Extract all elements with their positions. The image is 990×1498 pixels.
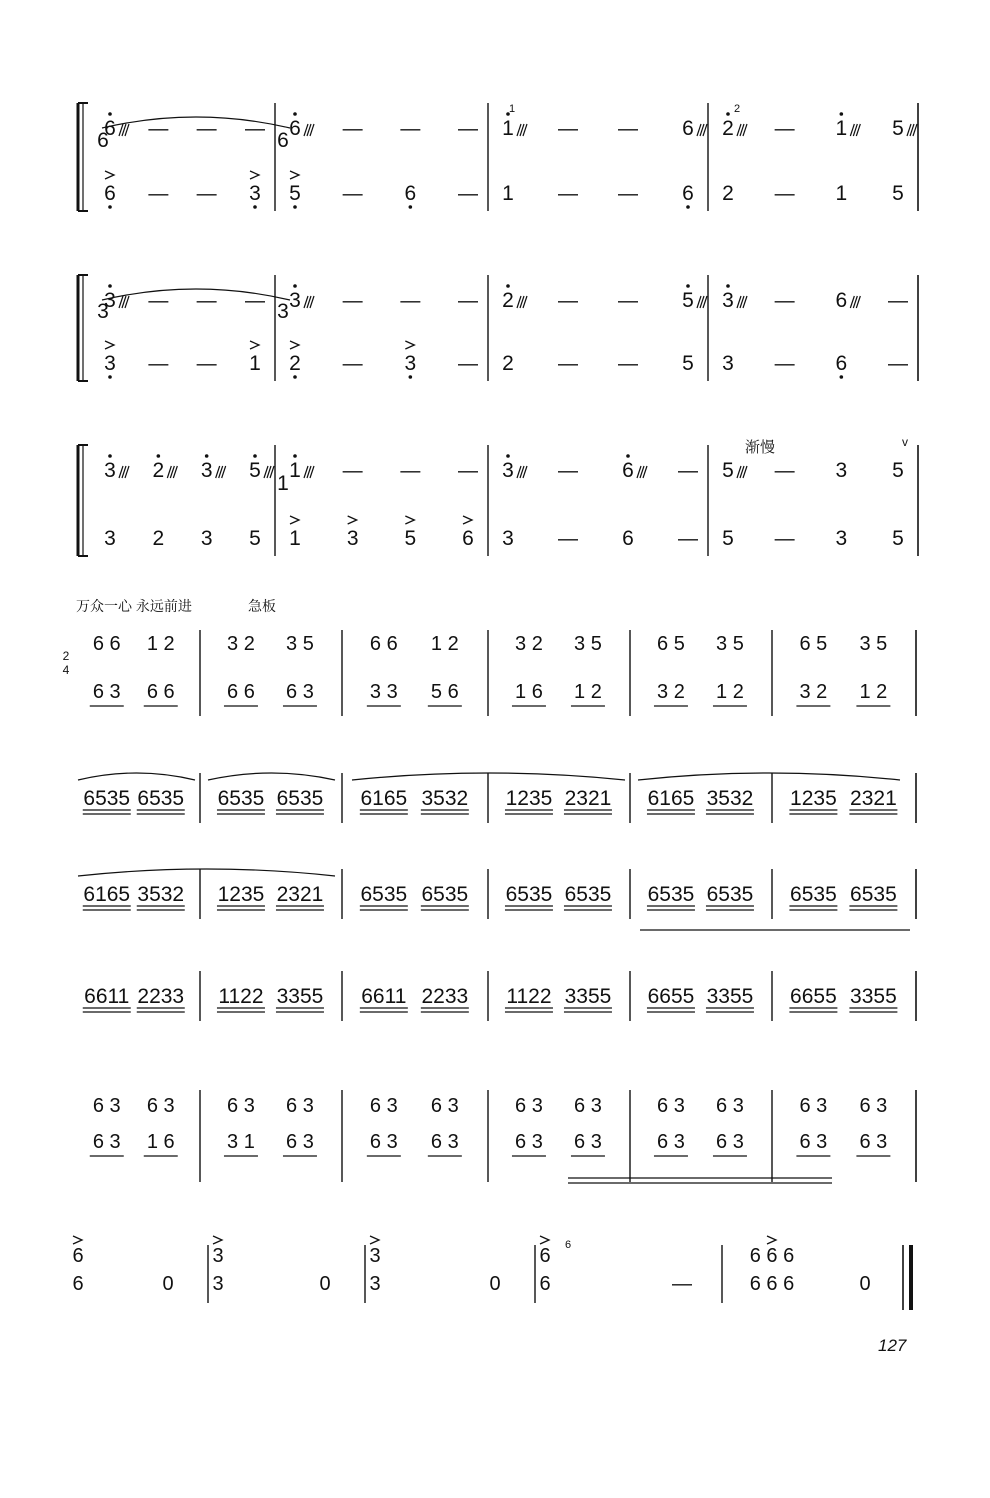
sixteenth-group: 6165: [360, 787, 408, 810]
sixteenth-group: 2321: [564, 787, 612, 810]
sixteenth-group: 3532: [137, 883, 185, 906]
note-top: 6 6 6: [749, 1245, 795, 1267]
sixteenth-group: 6655: [790, 985, 837, 1008]
note-top: 1: [835, 117, 848, 140]
octave-dot-low: [409, 375, 413, 379]
note-top: 2: [502, 289, 514, 312]
sustain-dash: —: [618, 353, 638, 375]
note-top-double: 1: [277, 472, 289, 495]
sustain-dash: —: [196, 183, 217, 205]
note-bottom: 5: [404, 527, 417, 550]
note-top: 2: [722, 117, 734, 140]
slur: [638, 773, 900, 780]
note-bottom: 2: [289, 352, 301, 375]
note-bottom: 3: [104, 527, 116, 550]
note-top: 5: [892, 459, 904, 482]
sustain-dash: —: [245, 290, 265, 312]
sixteenth-group: 2321: [850, 787, 897, 810]
rest: 0: [162, 1273, 174, 1295]
accent-mark: [213, 1236, 222, 1244]
note-bottom: 5: [892, 527, 904, 550]
sustain-dash: —: [774, 353, 795, 375]
note-pair-bottom: 6 3: [430, 1131, 459, 1153]
note-pair-bottom: 3 3: [369, 681, 398, 703]
note-bottom: 5: [722, 527, 734, 550]
note-top-double: 6: [277, 129, 289, 152]
note-pair-top: 6 3: [574, 1095, 602, 1117]
note-bottom: 1: [835, 182, 848, 205]
note-pair-bottom: 6 3: [574, 1131, 602, 1153]
note-bottom: 3: [722, 352, 734, 375]
note-bottom: 2: [152, 527, 165, 550]
note-top: 3: [369, 1245, 381, 1267]
tempo-marking: 渐慢: [744, 439, 776, 456]
octave-dot-high: [840, 112, 844, 116]
note-pair-bottom: 6 3: [716, 1131, 744, 1153]
note-bottom: 6: [622, 527, 634, 550]
note-top: 3: [212, 1245, 224, 1267]
note-bottom: 6: [539, 1273, 551, 1295]
sustain-dash: —: [458, 290, 478, 312]
note-top: 5: [722, 459, 734, 482]
sustain-dash: —: [148, 118, 169, 140]
sixteenth-group: 6535: [647, 883, 695, 906]
note-top: 6: [622, 459, 634, 482]
note-bottom: 5: [892, 182, 904, 205]
note-pair-top: 6 3: [716, 1095, 744, 1117]
breath-mark: v: [902, 435, 908, 449]
accent-mark: [290, 171, 299, 179]
sustain-dash: —: [618, 290, 638, 312]
octave-dot-high: [108, 284, 112, 288]
note-top: 3: [104, 289, 116, 312]
sixteenth-group: 1235: [505, 787, 553, 810]
sixteenth-group: 2233: [421, 985, 469, 1008]
note-top: 3: [200, 459, 213, 482]
sustain-dash: —: [458, 183, 478, 205]
accent-mark: [105, 341, 114, 349]
sixteenth-group: 1122: [218, 985, 264, 1008]
note-pair-top: 6 3: [799, 1095, 828, 1117]
note-top: 5: [892, 117, 904, 140]
note-bottom: 3: [369, 1273, 381, 1295]
note-pair-top: 6 3: [286, 1095, 314, 1117]
accent-mark: [73, 1236, 82, 1244]
sustain-dash: —: [618, 118, 638, 140]
sustain-dash: —: [558, 290, 578, 312]
sixteenth-group: 1122: [506, 985, 552, 1008]
sustain-dash: —: [196, 290, 217, 312]
note-pair-bottom: 6 3: [369, 1131, 398, 1153]
octave-dot-high: [108, 112, 112, 116]
rest: 0: [859, 1273, 871, 1295]
sustain-dash: —: [342, 118, 363, 140]
note-top-double: 3: [97, 300, 109, 323]
note-pair-top: 6 3: [369, 1095, 398, 1117]
octave-dot-high: [686, 284, 690, 288]
note-top: 6: [104, 117, 116, 140]
note-bottom: 1: [249, 352, 261, 375]
sixteenth-group: 2233: [137, 985, 185, 1008]
note-pair-bottom: 3 2: [657, 681, 685, 703]
sustain-dash: —: [148, 183, 169, 205]
note-top: 6: [682, 117, 694, 140]
octave-dot-high: [293, 454, 297, 458]
accent-mark: [250, 341, 259, 349]
note-top: 6: [539, 1245, 551, 1267]
note-pair-bottom: 6 6: [227, 681, 255, 703]
accent-mark: [767, 1236, 776, 1244]
note-top: 6: [835, 289, 848, 312]
note-pair-bottom: 6 3: [286, 1131, 314, 1153]
sustain-dash: —: [196, 353, 217, 375]
time-signature: 4: [62, 663, 70, 677]
sixteenth-group: 6535: [790, 883, 837, 906]
octave-dot-high: [506, 284, 510, 288]
octave-dot-high: [293, 284, 297, 288]
note-pair-top: 3 5: [716, 633, 744, 655]
sustain-dash: —: [148, 353, 169, 375]
note-pair-top: 3 5: [574, 633, 602, 655]
sixteenth-group: 3532: [421, 787, 469, 810]
sixteenth-group: 6535: [706, 883, 754, 906]
note-pair-top: 6 3: [430, 1095, 459, 1117]
sixteenth-group: 6165: [83, 883, 131, 906]
note-pair-bottom: 3 1: [227, 1131, 255, 1153]
sustain-dash: —: [774, 460, 795, 482]
octave-dot-high: [157, 454, 161, 458]
note-top: 3: [289, 289, 301, 312]
note-pair-bottom: 6 3: [799, 1131, 828, 1153]
sixteenth-group: 3355: [706, 985, 754, 1008]
note-bottom: 5: [682, 352, 694, 375]
note-top: 3: [502, 459, 514, 482]
accent-mark: [290, 341, 299, 349]
sixteenth-group: 6535: [564, 883, 612, 906]
slur: [78, 773, 195, 780]
grace-note: 2: [733, 103, 741, 115]
note-pair-bottom: 1 6: [515, 681, 543, 703]
note-pair-top: 6 3: [657, 1095, 685, 1117]
note-top: 6: [289, 117, 301, 140]
accent-mark: [405, 341, 414, 349]
note-pair-top: 6 3: [859, 1095, 888, 1117]
note-top: 3: [104, 459, 116, 482]
sustain-dash: —: [342, 353, 363, 375]
sixteenth-group: 6535: [276, 787, 324, 810]
octave-dot-high: [626, 454, 630, 458]
note-bottom: 3: [249, 182, 261, 205]
sixteenth-group: 6535: [421, 883, 469, 906]
sixteenth-group: 3355: [276, 985, 324, 1008]
sustain-dash: —: [342, 183, 363, 205]
note-top-double: 3: [277, 300, 289, 323]
note-top: 6: [72, 1245, 84, 1267]
octave-dot-high: [253, 454, 257, 458]
sustain-dash: —: [400, 460, 421, 482]
section-heading: 万众一心 永远前进: [76, 598, 192, 614]
octave-dot-low: [409, 205, 413, 209]
note-pair-bottom: 1 2: [859, 681, 888, 703]
sustain-dash: —: [245, 118, 265, 140]
sustain-dash: —: [678, 528, 698, 550]
note-pair-top: 6 6: [369, 633, 398, 655]
note-bottom: 5: [249, 527, 261, 550]
sustain-dash: —: [458, 118, 478, 140]
note-bottom: 3: [200, 527, 213, 550]
note-pair-bottom: 3 2: [799, 681, 828, 703]
sustain-dash: —: [558, 528, 578, 550]
note-bottom: 6 6 6: [749, 1273, 795, 1295]
sustain-dash: —: [618, 183, 638, 205]
sustain-dash: —: [558, 118, 578, 140]
accent-mark: [370, 1236, 379, 1244]
note-bottom: 3: [502, 527, 514, 550]
octave-dot-high: [726, 112, 730, 116]
sustain-dash: —: [774, 290, 795, 312]
note-pair-top: 1 2: [430, 633, 459, 655]
sustain-dash: —: [342, 290, 363, 312]
sixteenth-group: 6535: [360, 883, 408, 906]
octave-dot-low: [686, 205, 690, 209]
note-top: 3: [835, 459, 848, 482]
grace-note: 1: [508, 103, 516, 115]
sustain-dash: —: [558, 460, 578, 482]
note-pair-top: 6 5: [799, 633, 828, 655]
note-pair-top: 3 2: [515, 633, 543, 655]
accent-mark: [463, 516, 472, 524]
note-pair-top: 3 5: [286, 633, 314, 655]
sustain-dash: —: [400, 290, 421, 312]
octave-dot-low: [840, 375, 844, 379]
accent-mark: [290, 516, 299, 524]
note-pair-bottom: 6 3: [92, 681, 121, 703]
note-bottom: 6: [835, 352, 848, 375]
sixteenth-group: 1235: [790, 787, 837, 810]
sixteenth-group: 6535: [850, 883, 897, 906]
accent-mark: [250, 171, 259, 179]
note-pair-top: 6 3: [92, 1095, 121, 1117]
note-bottom: 6: [462, 527, 474, 550]
sixteenth-group: 1235: [217, 883, 265, 906]
sixteenth-group: 6535: [505, 883, 553, 906]
sustain-dash: —: [558, 183, 578, 205]
note-pair-bottom: 6 3: [515, 1131, 543, 1153]
note-pair-bottom: 6 6: [146, 681, 175, 703]
octave-dot-high: [726, 284, 730, 288]
note-bottom: 2: [722, 182, 734, 205]
note-pair-bottom: 6 3: [286, 681, 314, 703]
note-pair-bottom: 6 3: [657, 1131, 685, 1153]
note-pair-bottom: 5 6: [430, 681, 459, 703]
note-bottom: 1: [502, 182, 514, 205]
note-pair-bottom: 1 2: [574, 681, 602, 703]
note-pair-top: 1 2: [146, 633, 175, 655]
note-bottom: 3: [212, 1273, 224, 1295]
sixteenth-group: 6535: [217, 787, 265, 810]
sixteenth-group: 3355: [564, 985, 612, 1008]
sustain-dash: —: [774, 183, 795, 205]
note-bottom: 6: [404, 182, 417, 205]
sustain-dash: —: [888, 353, 908, 375]
note-top-double: 6: [97, 129, 109, 152]
octave-dot-low: [108, 375, 112, 379]
note-pair-bottom: 6 3: [92, 1131, 121, 1153]
sustain-dash: —: [774, 528, 795, 550]
octave-dot-high: [205, 454, 209, 458]
note-pair-top: 6 5: [657, 633, 685, 655]
sustain-dash: —: [678, 460, 698, 482]
note-top: 1: [502, 117, 514, 140]
sixteenth-group: 6535: [83, 787, 131, 810]
slur: [78, 869, 335, 876]
slur: [208, 773, 335, 780]
sixteenth-group: 3532: [706, 787, 754, 810]
accent-mark: [105, 171, 114, 179]
sustain-dash: —: [888, 290, 908, 312]
note-pair-top: 6 3: [515, 1095, 543, 1117]
accent-mark: [405, 516, 414, 524]
note-bottom: 6: [72, 1273, 84, 1295]
sixteenth-group: 2321: [276, 883, 324, 906]
accent-mark: [348, 516, 357, 524]
note-bottom: 1: [289, 527, 301, 550]
sustain-dash: —: [342, 460, 363, 482]
sixteenth-group: 6535: [137, 787, 185, 810]
note-pair-bottom: 1 2: [716, 681, 744, 703]
rest: 0: [489, 1273, 501, 1295]
sixteenth-group: 6165: [647, 787, 695, 810]
sustain-dash: —: [558, 353, 578, 375]
note-top: 1: [289, 459, 301, 482]
octave-dot-high: [293, 112, 297, 116]
octave-dot-low: [108, 205, 112, 209]
note-top: 5: [682, 289, 694, 312]
note-pair-top: 3 5: [859, 633, 888, 655]
note-pair-bottom: 1 6: [146, 1131, 175, 1153]
sustain-dash: —: [458, 460, 478, 482]
time-signature: 2: [62, 649, 70, 663]
rest: 0: [319, 1273, 331, 1295]
note-bottom: 3: [404, 352, 417, 375]
sustain-dash: —: [774, 118, 795, 140]
note-bottom: 3: [835, 527, 848, 550]
note-pair-top: 3 2: [227, 633, 255, 655]
sixteenth-group: 6611: [84, 985, 130, 1008]
accent-mark: [540, 1236, 549, 1244]
note-pair-top: 6 6: [92, 633, 121, 655]
note-pair-top: 6 3: [146, 1095, 175, 1117]
note-bottom: 6: [104, 182, 116, 205]
octave-dot-low: [293, 375, 297, 379]
sustain-dash: —: [458, 353, 478, 375]
sustain-dash: —: [148, 290, 169, 312]
sixteenth-group: 6611: [361, 985, 407, 1008]
note-bottom: 3: [104, 352, 116, 375]
sustain-dash: —: [672, 1273, 692, 1295]
note-pair-top: 6 3: [227, 1095, 255, 1117]
sixteenth-group: 6655: [647, 985, 695, 1008]
octave-dot-high: [506, 454, 510, 458]
note-top: 3: [722, 289, 734, 312]
sustain-dash: —: [400, 118, 421, 140]
note-bottom: 5: [289, 182, 301, 205]
note-bottom: 6: [682, 182, 694, 205]
octave-dot-high: [108, 454, 112, 458]
grace-note: 6: [564, 1239, 572, 1251]
note-pair-bottom: 6 3: [859, 1131, 888, 1153]
note-bottom: 2: [502, 352, 514, 375]
note-bottom: 3: [346, 527, 359, 550]
note-top: 2: [152, 459, 165, 482]
section-tempo: 急板: [248, 598, 276, 614]
octave-dot-low: [253, 205, 257, 209]
octave-dot-low: [293, 205, 297, 209]
sixteenth-group: 3355: [850, 985, 897, 1008]
note-top: 5: [249, 459, 261, 482]
sustain-dash: —: [196, 118, 217, 140]
page-number: 127: [878, 1336, 907, 1355]
